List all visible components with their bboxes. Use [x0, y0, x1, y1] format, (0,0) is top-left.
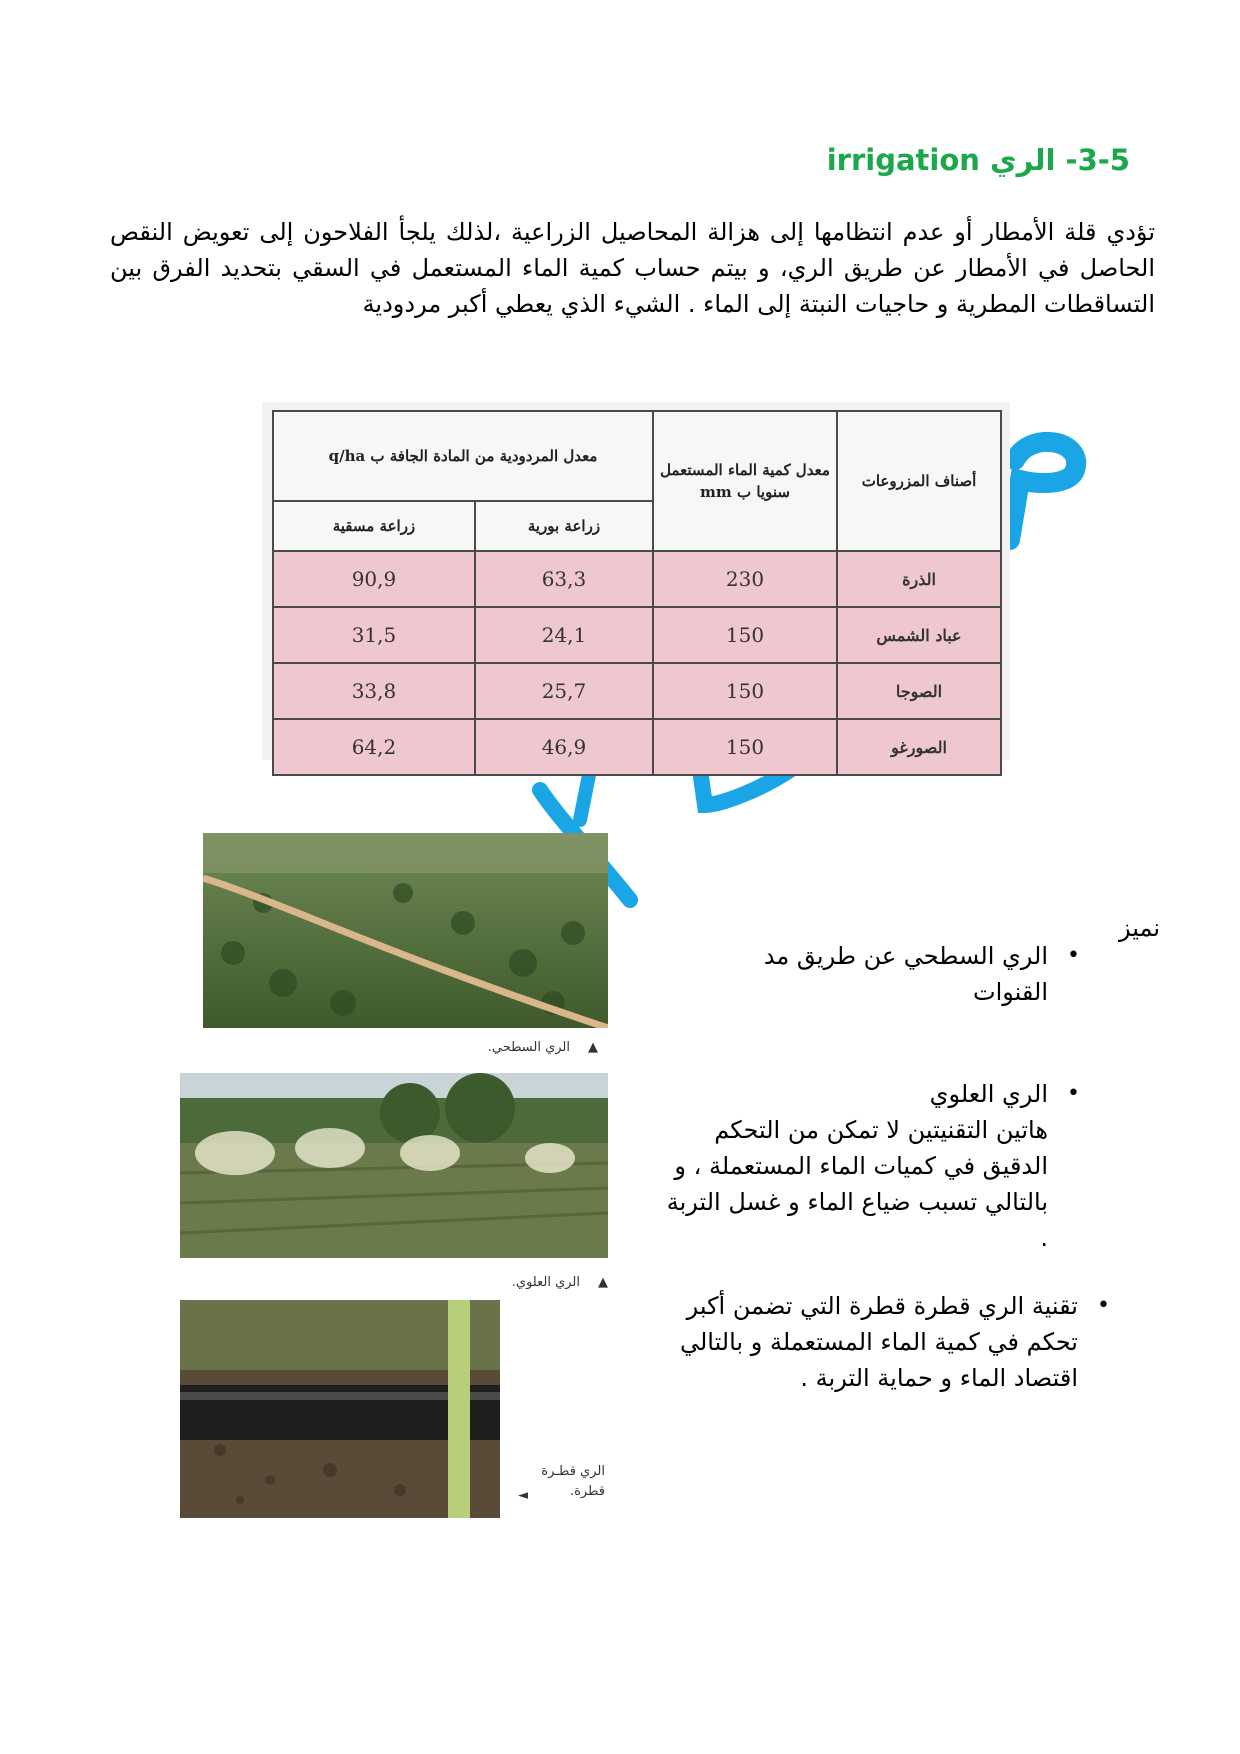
- cell-irrigated: 31,5: [273, 607, 475, 663]
- cell-water: 150: [653, 719, 837, 775]
- caption-surface: الري السطحي.: [487, 1040, 570, 1055]
- cell-water: 150: [653, 607, 837, 663]
- distinguish-label: نميز: [1118, 914, 1160, 942]
- intro-paragraph: تؤدي قلة الأمطار أو عدم انتظامها إلى هزالة المحاصيل الزراعية ،لذلك يلجأ الفلاحون إلى تعويض النقص الحاصل في الأمطار عن طريق الري، و بيتم حساب كمية الماء المستعمل في السقي بتحديد الفرق بين التساقطات المطرية و حاجيات النبتة إلى الماء . الشيء الذي يعطي أكبر مردودية: [110, 218, 1155, 318]
- header-crop: أصناف المزروعات: [837, 411, 1001, 551]
- cell-crop: الذرة: [837, 551, 1001, 607]
- cell-crop: الصوجا: [837, 663, 1001, 719]
- cell-water: 230: [653, 551, 837, 607]
- cell-rainfed: 46,9: [475, 719, 653, 775]
- header-yield: معدل المردودية من المادة الجافة ب q/ha: [273, 411, 653, 501]
- header-rainfed: زراعة بورية: [475, 501, 653, 551]
- crop-table-figure: [262, 402, 1010, 760]
- cell-water: 150: [653, 663, 837, 719]
- overhead-irrigation-photo: [180, 1073, 608, 1258]
- bullet-icon: •: [1067, 1081, 1080, 1106]
- list-item: [640, 1288, 1110, 1396]
- header-water: معدل كمية الماء المستعمل سنويا ب mm: [653, 411, 837, 551]
- cell-irrigated: 33,8: [273, 663, 475, 719]
- caption-drip: الري قطـرة قطرة.: [541, 1464, 605, 1499]
- cell-irrigated: 64,2: [273, 719, 475, 775]
- bullet-text: تقنية الري قطرة قطرة التي تضمن أكبر تحكم في كمية الماء المستعملة و بالتالي اقتصاد الماء و حماية التربة .: [679, 1292, 1078, 1392]
- caption-marker-icon: ◄: [518, 1488, 528, 1503]
- cell-rainfed: 63,3: [475, 551, 653, 607]
- caption-marker-icon: ▲: [588, 1040, 598, 1055]
- table-row: [273, 607, 1001, 663]
- cell-irrigated: 90,9: [273, 551, 475, 607]
- irrigation-list-2: [660, 1076, 1080, 1256]
- bullet-text: الري العلوي: [929, 1080, 1048, 1108]
- surface-irrigation-photo: [203, 833, 608, 1028]
- crop-yield-table: [272, 410, 1002, 776]
- section-heading: 3-5- الري irrigation: [826, 143, 1130, 177]
- irrigation-list-3: [640, 1288, 1110, 1396]
- cell-rainfed: 24,1: [475, 607, 653, 663]
- list-item: [690, 938, 1080, 1010]
- cell-crop: الصورغو: [837, 719, 1001, 775]
- bullet-icon: •: [1067, 943, 1080, 968]
- caption-marker-icon: ▲: [598, 1275, 608, 1290]
- bullet-subtext: هاتين التقنيتين لا تمكن من التحكم الدقيق في كميات الماء المستعملة ، و بالتالي تسبب ضياع الماء و غسل التربة .: [666, 1116, 1048, 1252]
- caption-overhead: الري العلوي.: [511, 1275, 580, 1290]
- irrigation-list-1: [690, 938, 1080, 1010]
- table-row: [273, 663, 1001, 719]
- header-irrigated: زراعة مسقية: [273, 501, 475, 551]
- table-row: [273, 719, 1001, 775]
- drip-irrigation-photo: [180, 1300, 500, 1518]
- cell-crop: عباد الشمس: [837, 607, 1001, 663]
- list-item: [660, 1076, 1080, 1256]
- table-row: [273, 551, 1001, 607]
- bullet-text: الري السطحي عن طريق مد القنوات: [763, 942, 1048, 1006]
- cell-rainfed: 25,7: [475, 663, 653, 719]
- bullet-icon: •: [1097, 1293, 1110, 1318]
